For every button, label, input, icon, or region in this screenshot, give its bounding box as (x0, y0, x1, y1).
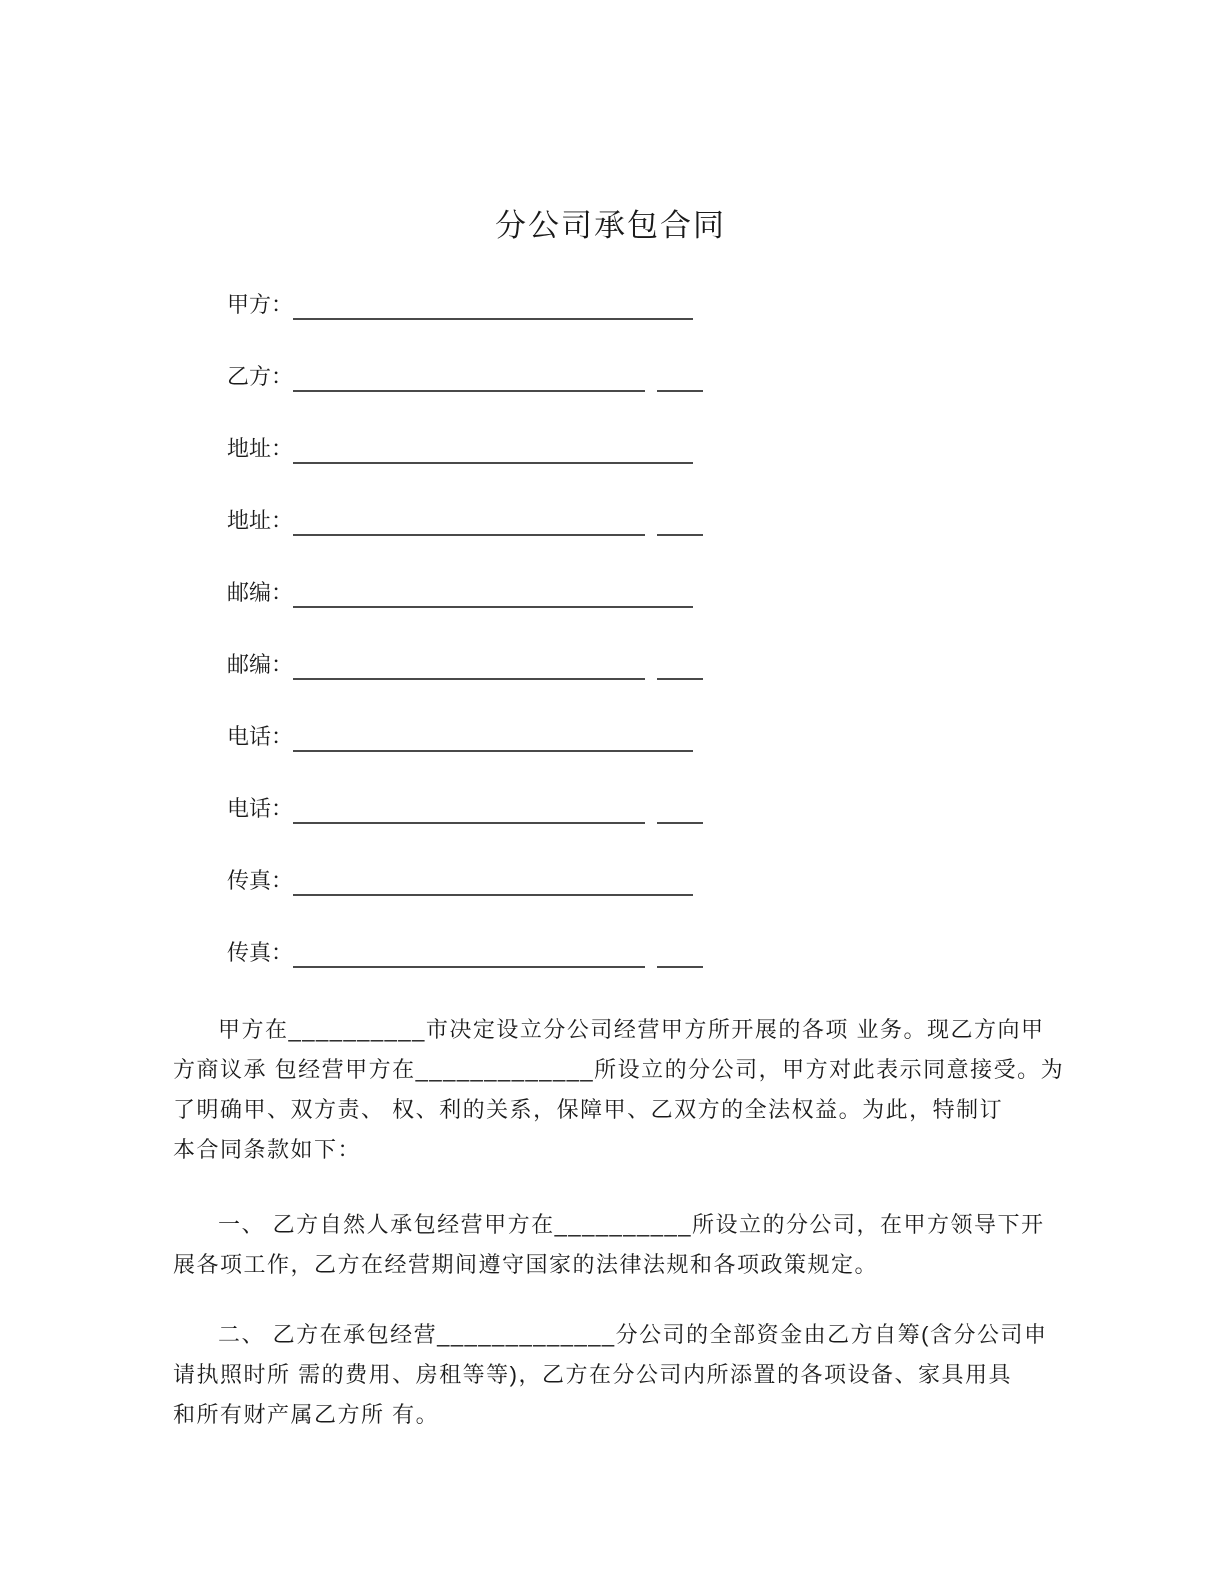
field-row-fax-1 (173, 866, 1048, 896)
blank-line-long (293, 436, 693, 464)
field-row-party-b (173, 362, 1048, 392)
field-label-fax-2: 传真 (227, 940, 272, 965)
blank-line-short (657, 364, 703, 392)
blank-line-long (293, 580, 693, 608)
text-line: 方商议承 包经营甲方在_____________所设立的分公司，甲方对此表示同意接受。为 (173, 1057, 1065, 1082)
field-colon: ： (271, 508, 294, 533)
field-colon: ： (271, 940, 294, 965)
field-row-party-a (173, 290, 1048, 320)
field-label-phone-2: 电话 (227, 796, 272, 821)
text-line: 了明确甲、双方责、 权、利的关系，保障甲、乙双方的全法权益。为此，特制订 (173, 1097, 1004, 1122)
field-row-address-1 (173, 434, 1048, 464)
field-label-party-b: 乙方 (227, 364, 272, 389)
text-line: 甲方在__________市决定设立分公司经营甲方所开展的各项 业务。现乙方向甲 (218, 1017, 1045, 1042)
text-line: 请执照时所 需的费用、房租等等)，乙方在分公司内所添置的各项设备、家具用具 (173, 1362, 1012, 1387)
field-label-postcode-2: 邮编 (227, 652, 272, 677)
blank-line-short (657, 940, 703, 968)
blank-line-long (293, 508, 645, 536)
field-colon: ： (271, 724, 294, 749)
field-row-phone-1 (173, 722, 1048, 752)
field-row-fax-2 (173, 938, 1048, 968)
text-line: 本合同条款如下： (173, 1137, 362, 1162)
blank-line-long (293, 724, 693, 752)
field-row-postcode-1 (173, 578, 1048, 608)
text-line: 二、 乙方在承包经营_____________分公司的全部资金由乙方自筹(含分公司申 (218, 1322, 1048, 1347)
paragraph-intro (173, 1010, 1065, 1170)
field-row-postcode-2 (173, 650, 1048, 680)
blank-line-short (657, 652, 703, 680)
field-label-fax-1: 传真 (227, 868, 272, 893)
field-label-party-a: 甲方 (227, 292, 272, 317)
blank-line-long (293, 796, 645, 824)
field-colon: ： (271, 652, 294, 677)
blank-line-long (293, 868, 693, 896)
blank-line-long (293, 364, 645, 392)
field-colon: ： (271, 580, 294, 605)
text-line: 和所有财产属乙方所 有。 (173, 1402, 440, 1427)
blank-line-long (293, 292, 693, 320)
field-label-phone-1: 电话 (227, 724, 272, 749)
field-label-postcode-1: 邮编 (227, 580, 272, 605)
text-line: 展各项工作，乙方在经营期间遵守国家的法律法规和各项政策规定。 (173, 1252, 879, 1277)
blank-line-long (293, 652, 645, 680)
text-line: 一、 乙方自然人承包经营甲方在__________所设立的分公司，在甲方领导下开 (218, 1212, 1045, 1237)
field-colon: ： (271, 436, 294, 461)
blank-line-short (657, 796, 703, 824)
field-label-address-1: 地址 (227, 436, 272, 461)
contract-header-fields (173, 290, 1048, 968)
blank-line-short (657, 508, 703, 536)
field-colon: ： (271, 796, 294, 821)
field-row-phone-2 (173, 794, 1048, 824)
field-label-address-2: 地址 (227, 508, 272, 533)
field-row-address-2 (173, 506, 1048, 536)
paragraph-clause-1 (173, 1205, 1048, 1285)
contract-body (173, 1010, 1065, 1435)
field-colon: ： (271, 364, 294, 389)
field-colon: ： (271, 292, 294, 317)
blank-line-long (293, 940, 645, 968)
paragraph-clause-2 (173, 1315, 1048, 1435)
field-colon: ： (271, 868, 294, 893)
document-title: 分公司承包合同 (495, 208, 726, 243)
